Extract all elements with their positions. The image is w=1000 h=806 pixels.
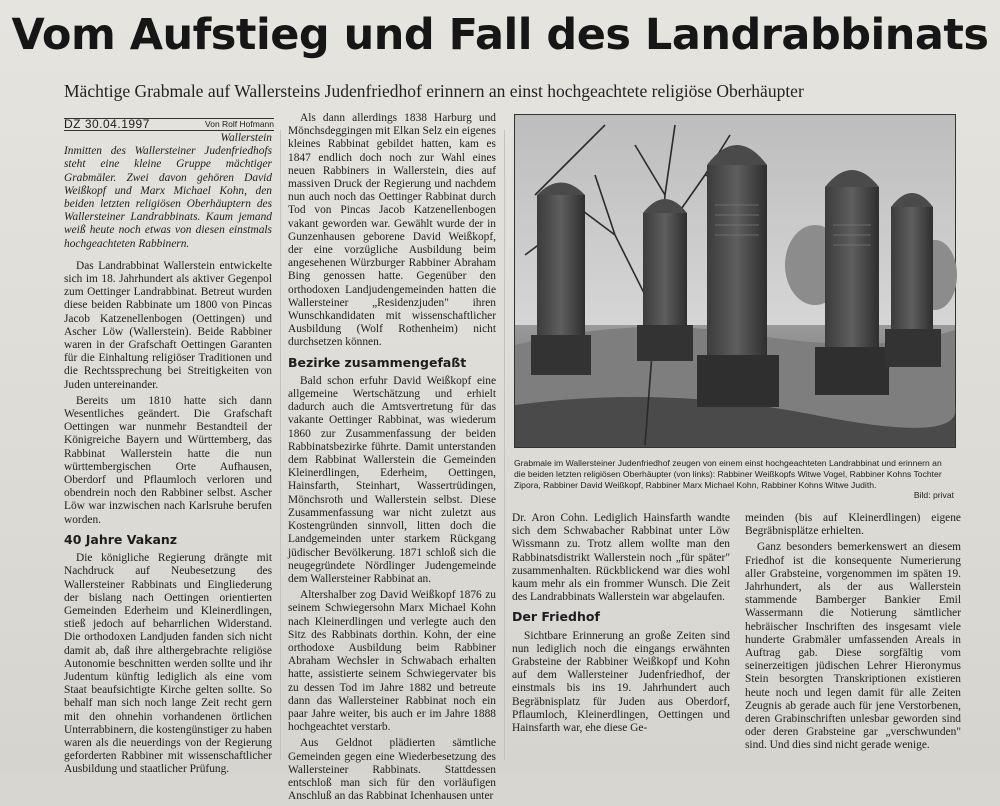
paragraph: Bereits um 1810 hatte sich dann Wesentliches geändert. Die Grafschaft Oettingen war nunmehr Bestandteil der Königreiche Bayern und Württemberg, das Rabbinat Wallerstein hatte die nun württembergischen Orte Aufhausen, Oberdorf und Pflaumloch verloren und obendrein noch den Rabbiner selbst. Ascher Löw war inzwischen nach Karlsruhe berufen worden. [64, 394, 272, 526]
caption-text: Grabmale im Wallersteiner Judenfriedhof zeugen von einem einst hochgeachteten Landrabbinat und erinnern an die beiden letzten religiösen Oberhäupter (von links): Rabbiner Weißkopfs Witwe Vogel, Rabbiner Kohns Tochter Zipora, Rabbiner David Weißkopf, Rabbiner Marx Michael Kohn, Rabbiner Kohns Witwe Judith. [514, 458, 942, 490]
lead-text: Inmitten des Wallersteiner Judenfriedhofs steht eine kleine Gruppe mächtiger Grabmäler. Zwei davon gehören David Weißkopf und Marx Michael Kohn, den beiden letzten religiösen Oberhäuptern des Wallersteiner Landrabbinats. Kaum jemand weiß heute noch etwas von diesen einstmals hochgeachteten Rabbinern. [64, 145, 272, 250]
byline: Von Rolf Hofmann [205, 119, 274, 129]
paragraph: Altershalber zog David Weißkopf 1876 zu seinem Schwiegersohn Marx Michael Kohn nach Kleinerdlingen und verlegte auch den Sitz des Rabbinats dorthin. Kohn, der eine orthodoxe Ausbildung beim Rabbiner Abraham Wechsler in Schwabach erhalten hatte, assistierte seinem Schwiegervater bis zu dessen Tod im Jahre 1882 und betreute dann das Wallersteiner Rabbinat noch ein paar Jahre weiter, bis auch er im Jahre 1888 hochgeachtet verstarb. [288, 589, 496, 734]
section-heading: Bezirke zusammengefaßt [288, 354, 467, 370]
photo-caption [514, 458, 954, 501]
cemetery-photo [514, 114, 956, 448]
gravestone-5 [885, 193, 941, 367]
paragraph: Ganz besonders bemerkenswert an diesem Friedhof ist die konsequente Numerierung aller Grabsteine, vorgenommen im späten 19. Jahrhundert, als der aus Wallerstein stammende Bamberger Bankier Emil Wassermann die Notierung sämtlicher hebräischer Inschriften des insgesamt viele hunderte Grabmäler umfassenden Areals in Auftrag gab. Diese sorgfältig vom seinerzeitigen jüdischen Lehrer Hieronymus Stein besorgten Transkriptionen existieren heute noch und legen damit für alle Zeiten Zeugnis ab gerade auch für jene Verstorbenen, deren Grabinschriften unlesbar geworden sind oder deren Grabsteine gar „verschwunden" sind. Und dies sind nicht gerade wenige. [745, 541, 961, 752]
lead-place: Wallerstein [220, 132, 272, 144]
paragraph: meinden (bis auf Kleinerdlingen) eigene Begräbnisplätze erhielten. [745, 512, 961, 538]
article-column-4 [745, 512, 961, 756]
paragraph: Aus Geldnot plädierten sämtliche Gemeinden gegen eine Wiederbesetzung des Wallersteiner Rabbinats. Stattdessen entschloß man sich für den vorläufigen Anschluß an das Rabbinat Ichenhausen unter [288, 737, 496, 803]
gravestone-4 [815, 170, 889, 395]
lead-paragraph [64, 132, 272, 251]
gravestone-2 [637, 199, 693, 361]
paragraph: Als dann allerdings 1838 Harburg und Mönchsdeggingen mit Elkan Selz ein eigenes kleines Rabbinat gebildet hatten, kam es 1847 endlich doch noch zur Wahl eines neuen Rabbiners in Wallerstein, dies auf massiven Druck der Regierung und nachdem nun auch noch das Oettinger Rabbinat durch Tod von Pincas Jacob Katzenellenbogen vakant geworden war. Gewählt wurde der in Gunzenhausen geborene David Weißkopf, der eine vorzügliche Ausbildung beim angesehenen Würzburger Rabbiner Abraham Bing genossen hatte. Gegenüber den orthodoxen Landjudengemeinden hatten die Wallersteiner „Residenzjuden" ihren Wunschkandidaten mit wissenschaftlicher Ausbildung (Wolf Rothenheim) nicht durchsetzen können. [288, 112, 496, 349]
article-column-1 [64, 132, 272, 780]
gravestones-image [515, 115, 955, 447]
paragraph: Dr. Aron Cohn. Lediglich Hainsfarth wandte sich dem Schwabacher Rabbinat unter Löw Wissmann zu. Trotz allem wollte man den Rabbinatsdistrikt Wallerstein noch „für später" zusammenhalten. Rückblickend war dies wohl kaum mehr als ein frommer Wunsch. Die Zeit des Landrabbinats Wallerstein war abgelaufen. [512, 512, 730, 604]
section-heading: 40 Jahre Vakanz [64, 531, 178, 547]
article-meta [64, 118, 274, 131]
subheadline: Mächtige Grabmale auf Wallersteins Judenfriedhof erinnern an einst hochgeachtete religiöse Oberhäupter [64, 81, 804, 101]
paragraph: Die königliche Regierung drängte mit Nachdruck auf Neubesetzung des Wallersteiner Rabbinats und Eingliederung der bislang nach Oettingen orientierten Gemeinden Ederheim und Kleinerdlingen, stieß jedoch auf beharrlichen Widerstand. Die orthodoxen Landjuden fanden sich nicht damit ab, daß ihre althergebrachte religiöse Autonomie beschnitten werden sollte und ihr Judentum künftig lediglich als eine vom Staat beaufsichtigte Kirche gelten sollte. So behalf man sich noch lange Zeit recht gern mit den ohnehin vorhandenen örtlichen Unterrabbinern, die kostengünstiger zu haben waren als die neuerdings von der Regierung geforderten Rabbiner mit wissenschaftlicher Ausbildung und staatlicher Prüfung. [64, 552, 272, 776]
dateline: DZ 30.04.1997 [64, 117, 150, 131]
photo-credit: Bild: privat [913, 490, 954, 501]
gravestone-1 [531, 183, 591, 376]
paragraph: Bald schon erfuhr David Weißkopf eine allgemeine Wertschätzung und erhielt dadurch auch die Amtsvertretung für das vakante Oettinger Rabbinat, was wiederum 1860 zur Zusammenfassung der beiden Rabbinatsbezirke führte. Damit unterstanden dem Rabbinat Wallerstein die Gemeinden Kleinerdlingen, Ederheim, Oettingen, Hainsfarth, Steinhart, Wassertrüdingen, Mönchsroth und Wallerstein selbst. Diese Zusammenfassung war nicht zuletzt aus Kostengründen sinnvoll, litten doch die Landgemeinden unter starkem Rückgang jüdischer Bevölkerung. 1871 schloß sich die neugegründete Nördlinger Judengemeinde dem Wallersteiner Rabbinat an. [288, 374, 496, 585]
column-divider [504, 130, 505, 760]
column-divider [280, 130, 281, 760]
gravestone-3 [697, 145, 779, 407]
paragraph: Sichtbare Erinnerung an große Zeiten sind nun lediglich noch die eingangs erwähnten Grabsteine der Rabbiner Weißkopf und Kohn auf dem Wallersteiner Judenfriedhof, der einstmals bis ins 19. Jahrhundert auch Begräbnisplatz für Juden aus Oberdorf, Pflaumloch, Kleinerdlingen, Oettingen und Hainsfarth war, ehe diese Ge- [512, 629, 730, 735]
headline: Vom Aufstieg und Fall des Landrabbinats [11, 10, 989, 60]
article-column-2 [288, 112, 496, 806]
paragraph: Das Landrabbinat Wallerstein entwickelte sich im 18. Jahrhundert als aktiver Gegenpol zum Oettinger Landrabbinat. Betreut wurden diese beiden Rabbinate um 1800 von Pincas Jacob Katzenellenbogen (Oettingen) und Ascher Löw (Wallerstein). Beide Rabbiner waren in der Grafschaft Oettingen Garanten für die Einhaltung religiöser Traditionen und die Rechtssprechung bei Streitigkeiten von Juden untereinander. [64, 259, 272, 391]
section-heading: Der Friedhof [512, 609, 600, 625]
article-column-3 [512, 512, 730, 738]
